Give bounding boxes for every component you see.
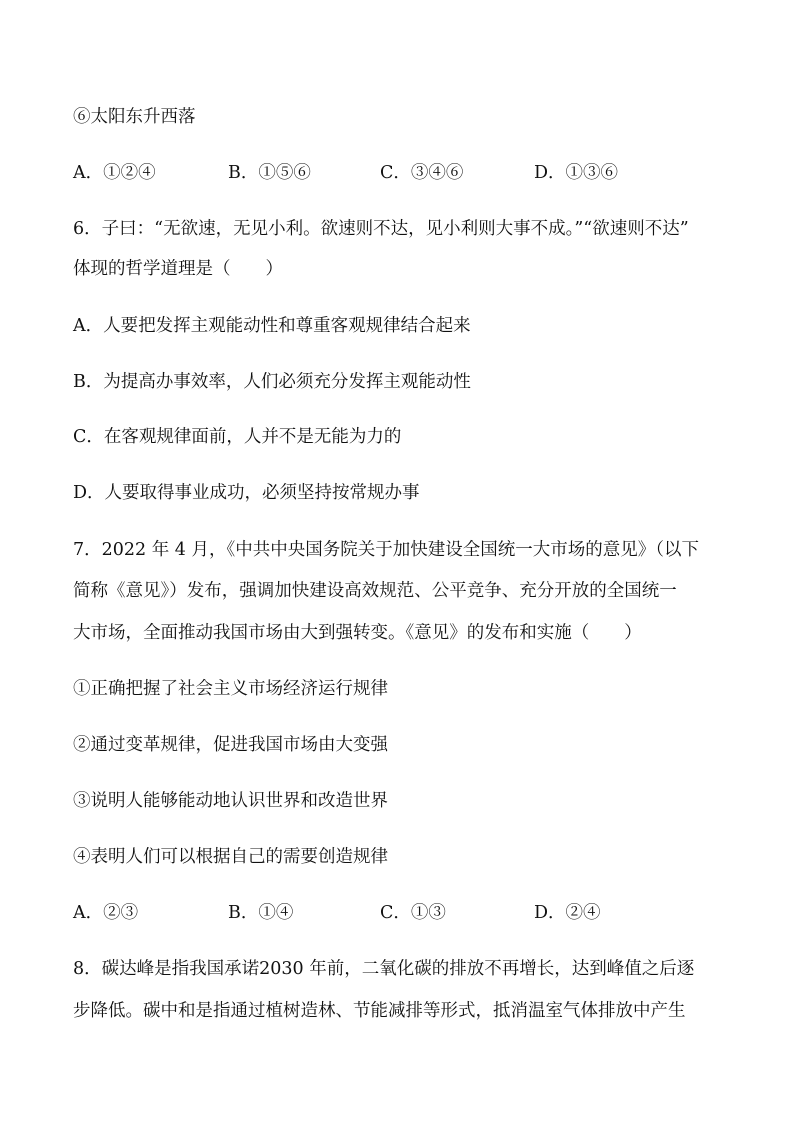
prev-option-a: A．①②④	[73, 163, 156, 183]
q6-option-b: B．为提高办事效率，人们必须充分发挥主观能动性	[73, 372, 471, 392]
q7-options-row	[73, 902, 713, 924]
q7-item-2: ②通过变革规律，促进我国市场由大变强	[73, 735, 388, 755]
q6-option-c: C．在客观规律面前，人并不是无能为力的	[73, 427, 402, 447]
q6-stem-line2: 体现的哲学道理是（ ）	[73, 259, 283, 279]
prev-option-c: C．③④⑥	[380, 163, 464, 183]
q7-stem-line2: 简称《意见》）发布，强调加快建设高效规范、公平竞争、充分开放的全国统一	[73, 581, 677, 601]
q6-option-d: D．人要取得事业成功，必须坚持按常规办事	[73, 483, 420, 503]
q6-stem-line1: 6．子曰：“无欲速，无见小利。欲速则不达，见小利则大事不成。”“欲速则不达”	[73, 219, 689, 239]
q7-option-c: C．①③	[380, 903, 446, 923]
q6-option-a: A．人要把发挥主观能动性和尊重客观规律结合起来	[73, 316, 471, 336]
q7-item-4: ④表明人们可以根据自己的需要创造规律	[73, 847, 388, 867]
prev-options-row	[73, 162, 713, 184]
q7-stem-line3: 大市场，全面推动我国市场由大到强转变。《意见》的发布和实施（ ）	[73, 623, 642, 643]
prev-option-b: B．①⑤⑥	[228, 163, 311, 183]
q7-option-a: A．②③	[73, 903, 139, 923]
prev-option-d: D．①③⑥	[534, 163, 619, 183]
q7-item-3: ③说明人能够能动地认识世界和改造世界	[73, 791, 388, 811]
q7-option-b: B．①④	[228, 903, 294, 923]
q8-stem-line1: 8．碳达峰是指我国承诺2030 年前，二氧化碳的排放不再增长，达到峰值之后逐	[73, 959, 695, 979]
q8-stem-line2: 步降低。碳中和是指通过植树造林、节能减排等形式，抵消温室气体排放中产生	[73, 1001, 686, 1021]
q7-item-1: ①正确把握了社会主义市场经济运行规律	[73, 679, 388, 699]
q7-option-d: D．②④	[534, 903, 601, 923]
q7-stem-line1: 7．2022 年 4 月，《中共中央国务院关于加快建设全国统一大市场的意见》（以下	[73, 540, 699, 560]
prev-item-6: ⑥太阳东升西落	[73, 107, 196, 127]
